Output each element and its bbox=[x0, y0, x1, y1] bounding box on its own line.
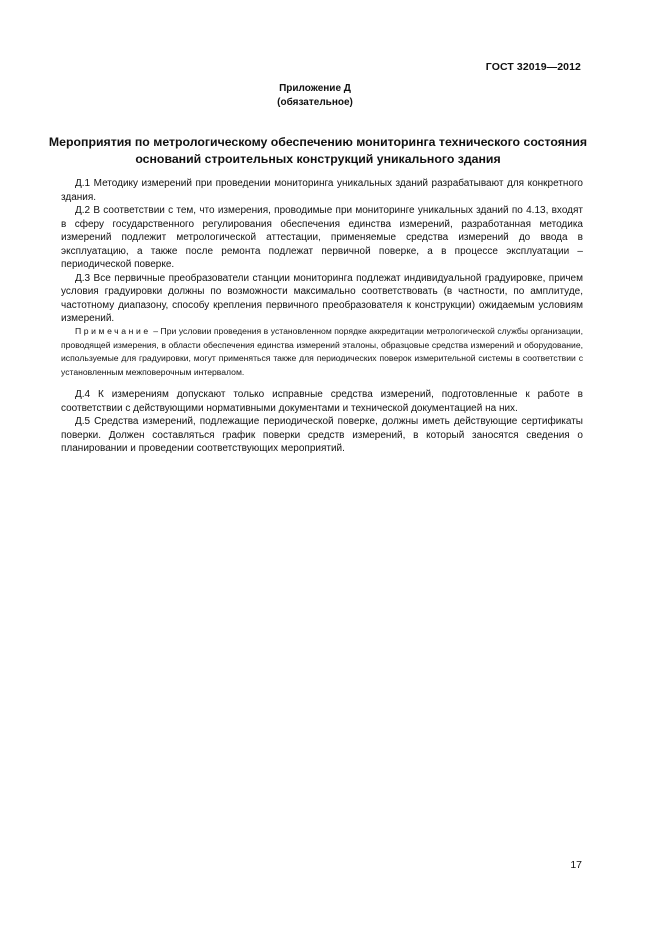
paragraph-d3: Д.3 Все первичные преобразователи станции мониторинга подлежат индивидуальной градуировке, причем условия градуировки должны по возможности максимально соответствовать (в частности, по амплитуде, частотному диапазону, способу крепления первичного преобразователя к конструкции) ожидаемым условиям измерений. bbox=[61, 272, 583, 324]
document-code: ГОСТ 32019—2012 bbox=[485, 61, 581, 73]
note-text: – При условии проведения в установленном порядке аккредитации метрологической службы организации, проводящей измерения, в области обеспечения единства измерений эталоны, образцовые средства измерений и оборудование, используемые для градуировки, могут применяться также для периодических поверок измерительной системы в соответствии с установленным межповерочным интервалом. bbox=[61, 326, 583, 377]
annex-label: Приложение Д bbox=[279, 83, 351, 94]
note-block bbox=[61, 325, 583, 379]
paragraph-d2: Д.2 В соответствии с тем, что измерения, проводимые при мониторинге уникальных зданий по 4.13, входят в сферу государственного регулирования обеспечения единства измерений, разработанная методика измерений подлежит метрологической аттестации, применяемые средства измерений до ввода в эксплуатацию, а также после ремонта подлежат первичной поверке, а в процессе эксплуатации – периодической поверке. bbox=[61, 205, 583, 270]
note-label: Примечание bbox=[75, 326, 151, 336]
paragraph-d1: Д.1 Методику измерений при проведении мониторинга уникальных зданий разрабатывают для конкретного здания. bbox=[61, 178, 583, 203]
annex-type: (обязательное) bbox=[277, 97, 353, 108]
page-number: 17 bbox=[570, 859, 582, 871]
annex-title: Мероприятия по метрологическому обеспечению мониторинга технического состояния оснований строительных конструкций уникального здания bbox=[48, 135, 588, 166]
annex-heading bbox=[0, 82, 630, 110]
note bbox=[61, 325, 583, 379]
main-paragraphs bbox=[61, 177, 583, 326]
paragraph-d4: Д.4 К измерениям допускают только исправные средства измерений, подготовленные к работе в соответствии с действующими нормативными документами и технической документацией на них. bbox=[61, 389, 583, 414]
paragraph-d5: Д.5 Средства измерений, подлежащие периодической поверке, должны иметь действующие сертификаты поверки. Должен составляться график поверки средств измерений, в который заносятся сведения о планировании и проведении соответствующих мероприятий. bbox=[61, 416, 583, 454]
closing-paragraphs bbox=[61, 388, 583, 456]
